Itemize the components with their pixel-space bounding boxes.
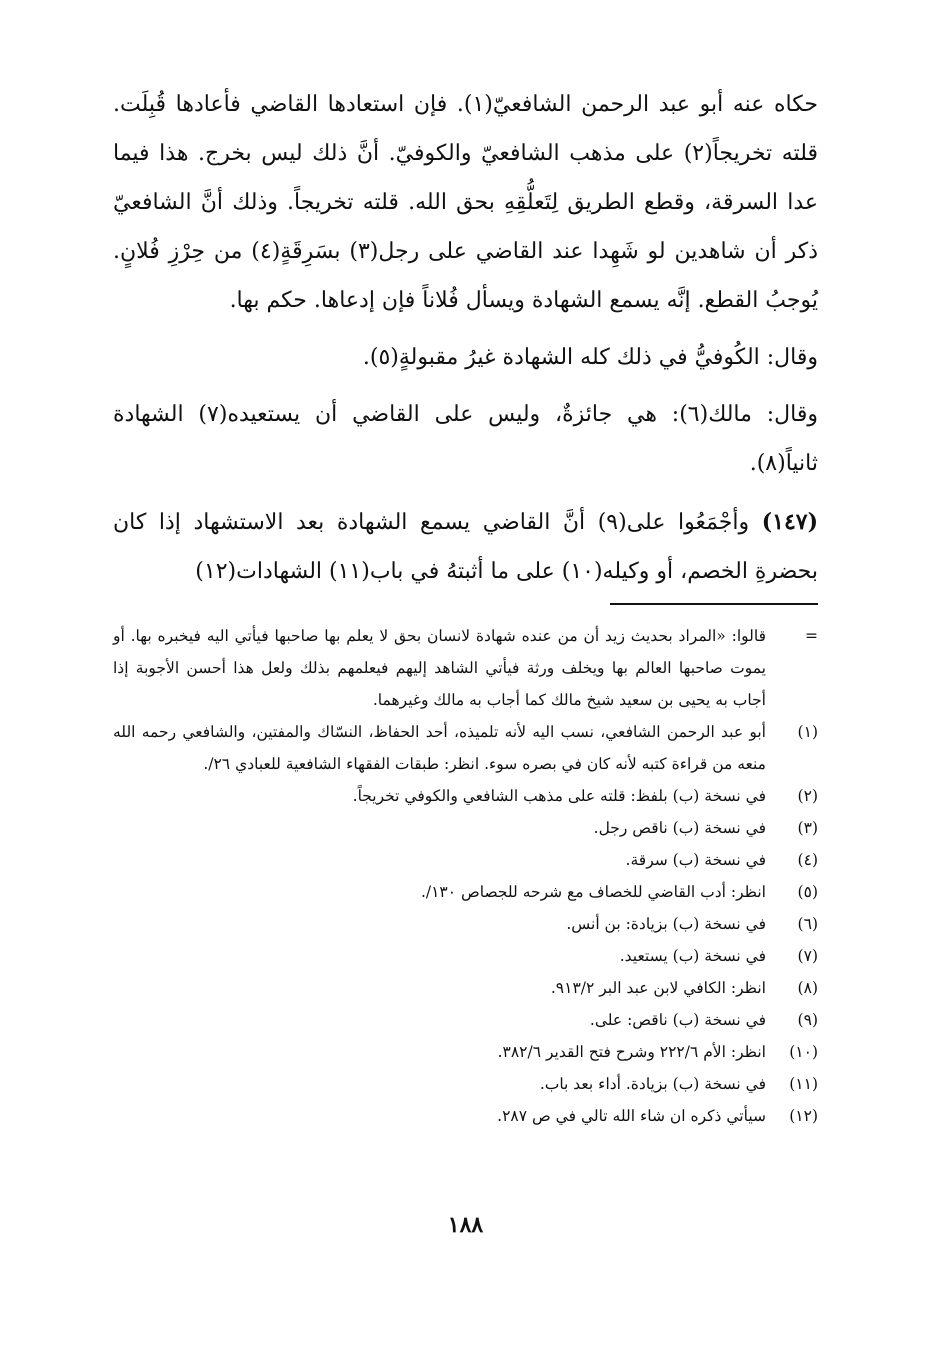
footnote-text: في نسخة (ب) بزيادة. أداء بعد باب. bbox=[539, 1075, 766, 1093]
footnote-6 bbox=[113, 908, 818, 940]
footnote-mark: (١٠) bbox=[789, 1043, 818, 1061]
footnote-3 bbox=[113, 812, 818, 844]
body-paragraph-kufi: وقال: الكُوفيُّ في ذلك كله الشهادة غيرُ مقبولةٍ(٥). bbox=[362, 345, 818, 370]
footnote-12 bbox=[113, 1100, 818, 1132]
footnote-text: قالوا: «المراد بحديث زيد أن من عنده شهادة لانسان بحق لا يعلم بها صاحبها فيأتي اليه فيخبره بها. أو يموت صاحبها العالم بها ويخلف ورثة فيأتي الشاهد إليهم فيعلمهم بذلك ولعل هذا أحسن الأجوبة إذا أجاب به يحيى بن سعيد شيخ مالك كما أجاب به مالك وغيرهما. bbox=[113, 627, 766, 709]
footnote-text: انظر: الكافي لابن عبد البر ٩١٣/٢. bbox=[550, 979, 766, 997]
footnote-mark: (١) bbox=[797, 723, 818, 741]
footnote-mark: (٥) bbox=[797, 883, 818, 901]
footnote-mark: (٢) bbox=[797, 787, 818, 805]
footnote-text: في نسخة (ب) سرقة. bbox=[625, 851, 766, 869]
footnote-4 bbox=[113, 844, 818, 876]
footnote-8 bbox=[113, 972, 818, 1004]
footnote-5 bbox=[113, 876, 818, 908]
footnote-11 bbox=[113, 1068, 818, 1100]
footnote-mark: (٨) bbox=[797, 979, 818, 997]
footnote-mark: = bbox=[805, 627, 818, 645]
footnote-9 bbox=[113, 1004, 818, 1036]
footnote-text: انظر: أدب القاضي للخصاف مع شرحه للجصاص ١٣٠/. bbox=[420, 883, 766, 901]
footnote-mark: (١٢) bbox=[789, 1107, 818, 1125]
footnote-mark: (٧) bbox=[797, 947, 818, 965]
paragraph-147 bbox=[113, 498, 818, 596]
footnote-text: انظر: الأم ٢٢٢/٦ وشرح فتح القدير ٣٨٢/٦. bbox=[497, 1043, 766, 1061]
footnote-mark: (٩) bbox=[797, 1011, 818, 1029]
footnote-2 bbox=[113, 780, 818, 812]
paragraph-number: (١٤٧) bbox=[761, 509, 818, 535]
footnote-continued bbox=[113, 620, 818, 716]
footnote-mark: (٤) bbox=[797, 851, 818, 869]
paragraph-147-text: وأجْمَعُوا على(٩) أنَّ القاضي يسمع الشهادة بعد الاستشهاد إذا كان بحضرةِ الخصم، أو وكيله(١٠) على ما أثبتهُ في باب(١١) الشهادات(١٢) bbox=[113, 510, 818, 584]
body-paragraph-1: حكاه عنه أبو عبد الرحمن الشافعيّ(١). فإن استعادها القاضي فأعادها قُبِلَت. قلته تخريجاً(٢) على مذهب الشافعيّ والكوفيّ. أنَّ ذلك ليس بخرج. هذا فيما عدا السرقة، وقطع الطريق لِتَعلُّقِهِ بحق الله. قلته تخريجاً. وذلك أنَّ الشافعيّ ذكر أن شاهدين لو شَهِدا عند القاضي على رجل(٣) بسَرِقَةٍ(٤) من حِرْزِ فُلانٍ. يُوجبُ القطع. إنَّه يسمع الشهادة ويسأل فُلاناً فإن إدعاها. حكم بها. bbox=[113, 92, 819, 313]
footnote-1 bbox=[113, 716, 818, 780]
footnote-text: سيأتي ذكره ان شاء الله تالي في ص ٢٨٧. bbox=[497, 1107, 766, 1125]
footnote-text: في نسخة (ب) يستعيد. bbox=[619, 947, 766, 965]
main-text bbox=[113, 80, 818, 596]
footnote-text: في نسخة (ب) ناقص: على. bbox=[589, 1011, 766, 1029]
footnote-7 bbox=[113, 940, 818, 972]
footnote-separator bbox=[610, 603, 818, 605]
footnote-mark: (١١) bbox=[789, 1075, 818, 1093]
footnote-mark: (٣) bbox=[797, 819, 818, 837]
footnote-text: في نسخة (ب) بزيادة: بن أنس. bbox=[566, 915, 766, 933]
footnote-text: في نسخة (ب) بلفظ: قلته على مذهب الشافعي والكوفي تخريجاً. bbox=[352, 787, 766, 805]
footnotes bbox=[113, 620, 818, 1132]
body-paragraph-malik: وقال: مالك(٦): هي جائزةٌ، وليس على القاضي أن يستعيده(٧) الشهادة ثانياً(٨). bbox=[113, 402, 818, 476]
footnote-text: في نسخة (ب) ناقص رجل. bbox=[593, 819, 766, 837]
footnote-text: أبو عبد الرحمن الشافعي، نسب اليه لأنه تلميذه، أحد الحفاظ، النسّاك والمفتين، والشافعي رحمه الله منعه من قراءة كتبه لأنه كان في بصره سوء. انظر: طبقات الفقهاء الشافعية للعبادي ٢٦/. bbox=[113, 723, 766, 773]
footnote-mark: (٦) bbox=[797, 915, 818, 933]
footnote-10 bbox=[113, 1036, 818, 1068]
page-number: ١٨٨ bbox=[447, 1212, 484, 1238]
